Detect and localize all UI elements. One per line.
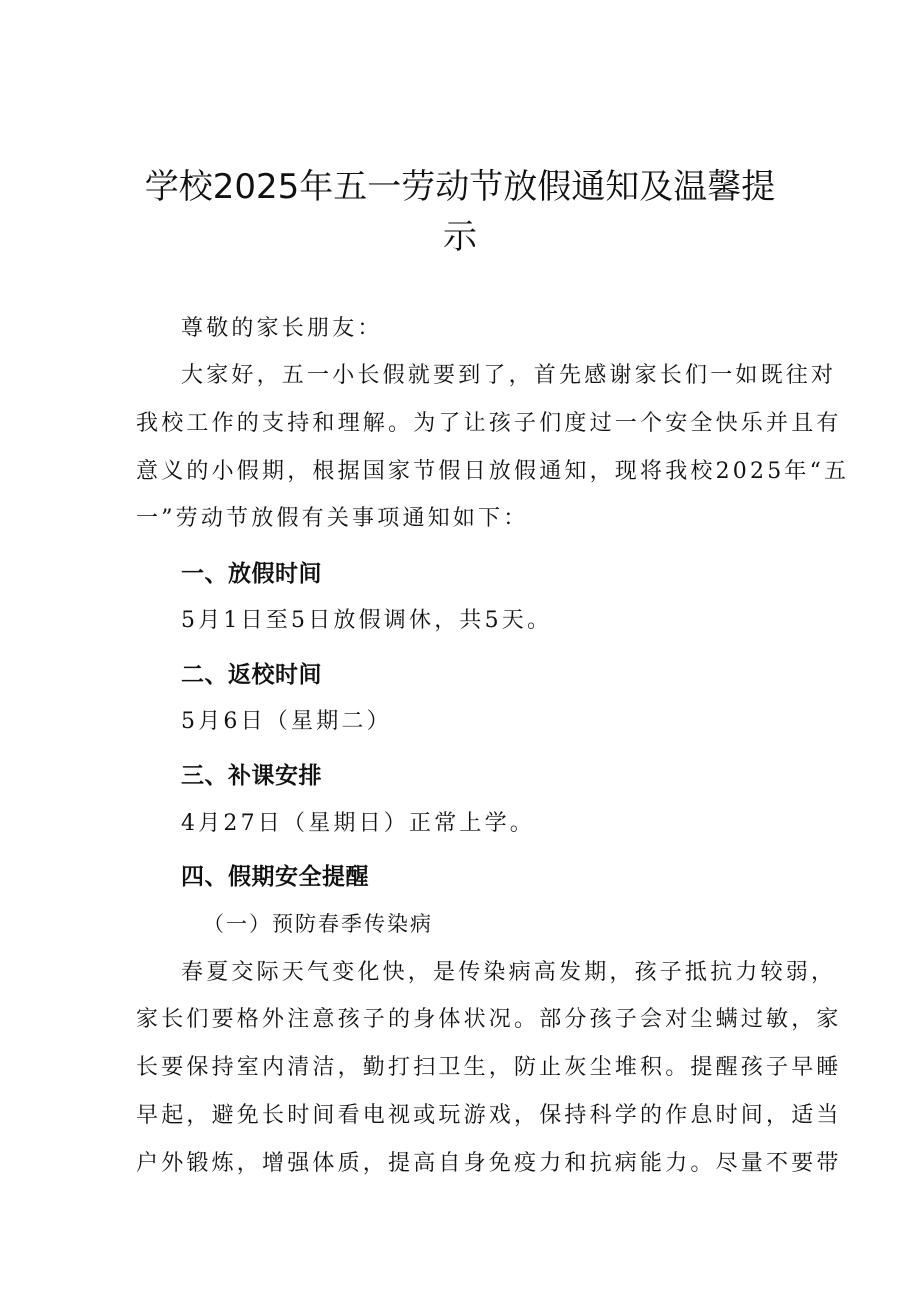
intro-line-1: 大家好，五一小长假就要到了，首先感谢家长们一如既往对 <box>181 363 837 388</box>
section-4-subheading-1: （一）预防春季传染病 <box>203 912 433 936</box>
document-title-line-1: 学校2025年五一劳动节放假通知及温馨提 <box>144 167 776 207</box>
intro-line-3: 意义的小假期，根据国家节假日放假通知，现将我校2025年“五 <box>136 459 850 484</box>
section-1-heading: 一、放假时间 <box>181 561 322 587</box>
section-2-heading: 二、返校时间 <box>181 662 322 688</box>
intro-line-2: 我校工作的支持和理解。为了让孩子们度过一个安全快乐并且有 <box>136 411 842 436</box>
section-3-heading: 三、补课安排 <box>181 763 322 789</box>
section-4-heading: 四、假期安全提醒 <box>181 864 369 890</box>
section-1-body: 5月1日至5日放假调休，共5天。 <box>181 608 553 633</box>
document-title-line-2: 示 <box>443 217 477 257</box>
section-4-line-5: 户外锻炼，增强体质，提高自身免疫力和抗病能力。尽量不要带 <box>136 1151 842 1176</box>
section-3-body: 4月27日（星期日）正常上学。 <box>181 811 535 836</box>
section-4-line-2: 家长们要格外注意孩子的身体状况。部分孩子会对尘螨过敏，家 <box>136 1007 842 1032</box>
greeting: 尊敬的家长朋友： <box>181 316 383 341</box>
intro-line-4: 一”劳动节放假有关事项通知如下： <box>136 506 529 531</box>
section-4-line-3: 长要保持室内清洁，勤打扫卫生，防止灰尘堆积。提醒孩子早睡 <box>136 1055 842 1080</box>
section-4-line-4: 早起，避免长时间看电视或玩游戏，保持科学的作息时间，适当 <box>136 1103 842 1128</box>
section-4-line-1: 春夏交际天气变化快，是传染病高发期，孩子抵抗力较弱， <box>181 960 837 985</box>
section-2-body: 5月6日（星期二） <box>181 709 392 734</box>
